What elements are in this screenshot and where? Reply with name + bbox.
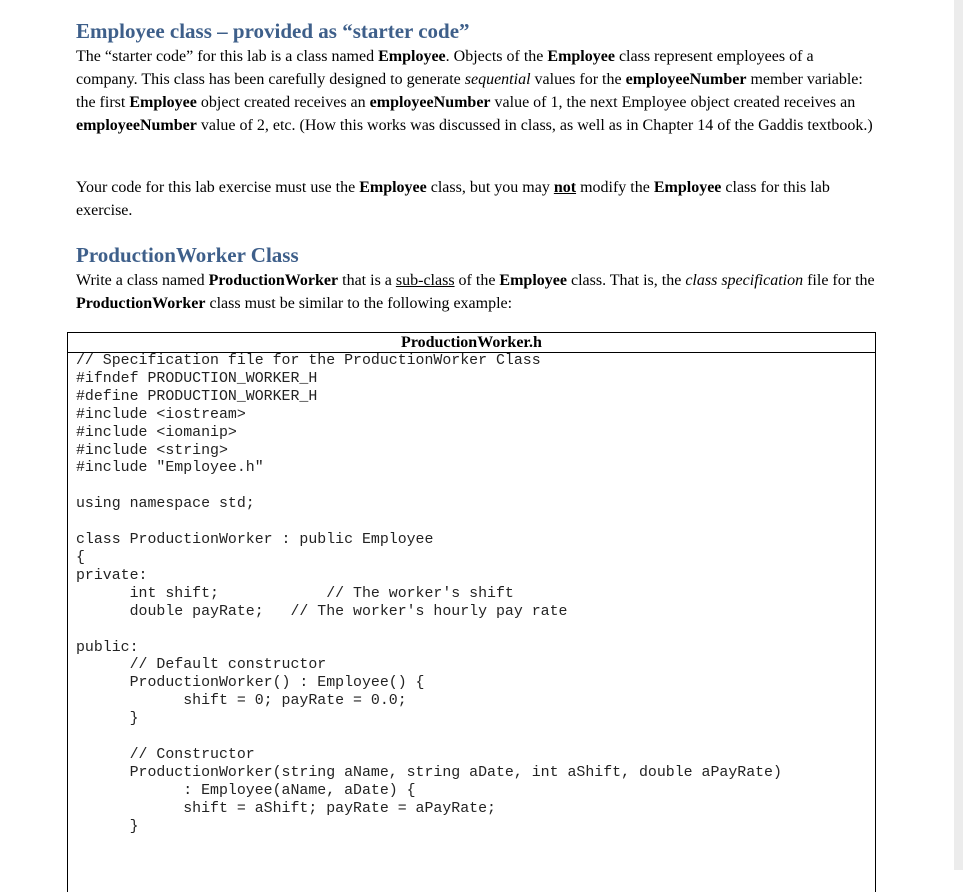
text-run: class for this lab exercise. [76,179,830,219]
production-worker-paragraph [76,269,876,315]
text-run: The “starter code” for this lab is a class named [76,48,379,65]
text-run: class must be similar to the following example: [205,295,513,312]
text-run: class, but you may [426,179,554,196]
scrollbar-track[interactable] [954,0,963,870]
employee-class-paragraph [76,45,876,137]
text-run: of the [454,272,500,289]
bold-run: employeeNumber [369,94,491,111]
bold-run: Employee [378,48,446,65]
employee-class-heading: Employee class – provided as “starter code” [76,19,470,43]
production-worker-heading: ProductionWorker Class [76,243,299,267]
bold-run: Employee [359,179,427,196]
bold-run: ProductionWorker [208,272,339,289]
text-run: modify the [576,179,654,196]
text-run: object created receives an [196,94,370,111]
bold-run: Employee [547,48,615,65]
bold-run: employeeNumber [625,71,747,88]
text-run: . Objects of the [445,48,548,65]
text-run: file for the [803,272,875,289]
bold-run: ProductionWorker [76,295,206,312]
bold-run: Employee [129,94,197,111]
text-run: class. That is, the [566,272,686,289]
code-listing-box [67,332,876,892]
underline-run: sub-class [395,272,455,289]
italic-run: sequential [464,71,531,88]
text-run: values for the [530,71,626,88]
code-listing-title: ProductionWorker.h [68,333,875,353]
code-listing: // Specification file for the ProductionWorker Class #ifndef PRODUCTION_WORKER_H #define PRODUCTION_WORKER_H #include <iostream> #include <iomanip> #include <string> #include "Employee.h" using namespace std; class ProductionWorker : public Employee { private: int shift; // The worker's shift double payRate; // The worker's hourly pay rate public: // Default constructor ProductionWorker() : Employee() { shift = 0; payRate = 0.0; } // Constructor ProductionWorker(string aName, string aDate, int aShift, double aPayRate) : Employee(aName, aDate) { shift = aShift; payRate = aPayRate; } [76,353,782,835]
bold-underline-run: not [553,179,577,196]
text-run: member variable: the first [76,71,863,111]
italic-run: class specification [685,272,804,289]
text-run: that is a [338,272,396,289]
bold-run: Employee [653,179,722,196]
text-run: value of 1, the next Employee object created receives an [490,94,856,111]
text-run: value of 2, etc. (How this works was discussed in class, as well as in Chapter 14 of the Gaddis textbook.) [196,117,873,134]
text-run: Your code for this lab exercise must use the [76,179,360,196]
text-run: class represent employees of a company. This class has been carefully designed to generate [76,48,814,88]
text-run: Write a class named [76,272,209,289]
bold-run: Employee [499,272,567,289]
employee-usage-paragraph [76,176,876,222]
bold-run: employeeNumber [76,117,197,134]
